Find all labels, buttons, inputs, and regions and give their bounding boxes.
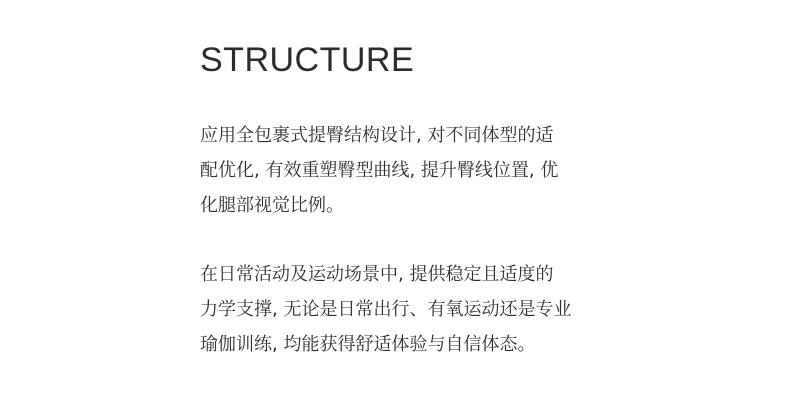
paragraph-2-line-2: 力学支撑, 无论是日常出行、有氧运动还是专业 <box>200 299 572 320</box>
paragraph-1-line-3: 化腿部视觉比例。 <box>200 195 344 216</box>
paragraph-2-line-1: 在日常活动及运动场景中, 提供稳定且适度的 <box>200 264 554 285</box>
description-paragraph-2 <box>200 257 620 362</box>
section-heading: STRUCTURE <box>200 41 415 79</box>
structure-section <box>200 40 620 362</box>
paragraph-1-line-1: 应用全包裹式提臀结构设计, 对不同体型的适 <box>200 125 554 146</box>
paragraph-2-line-3: 瑜伽训练, 均能获得舒适体验与自信体态。 <box>200 334 536 355</box>
paragraph-1-line-2: 配优化, 有效重塑臀型曲线, 提升臀线位置, 优 <box>200 160 559 181</box>
description-paragraph-1 <box>200 118 620 223</box>
